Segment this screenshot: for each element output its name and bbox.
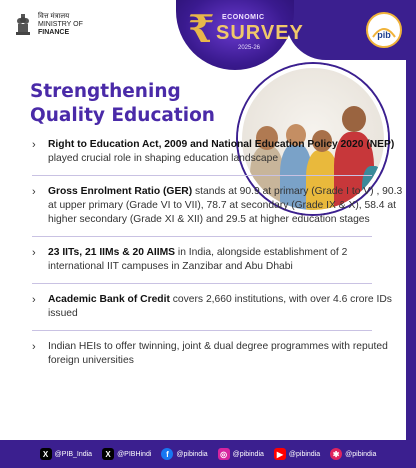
social-handle: @pibindia xyxy=(232,450,264,458)
ministry-line1: MINISTRY OF xyxy=(38,21,83,28)
x-icon: X xyxy=(40,448,52,460)
pib-logo xyxy=(366,12,402,48)
point-bold: Gross Enrolment Ratio (GER) xyxy=(48,186,193,197)
svg-text:pib: pib xyxy=(377,30,391,40)
survey-year: 2025-26 xyxy=(238,45,261,51)
economic-survey-badge xyxy=(176,0,304,70)
point-bold: Academic Bank of Credit xyxy=(48,294,170,305)
point-text: stands at 90.9 at primary (Grade I to V) , 90.3 at upper primary (Grade VI to VII), 78.7 at secondary (Grade IX & X), 58.4 at higher secondary (Grade XI & XII) and 29.5 at higher education stages xyxy=(48,186,403,225)
chevron-right-icon: › xyxy=(32,186,36,198)
divider xyxy=(32,283,372,284)
point-bold: Right to Education Act, 2009 and National Education Policy 2020 (NEP) xyxy=(48,139,395,150)
title-line1: Strengthening xyxy=(30,81,181,102)
title-line2: Quality Education xyxy=(30,105,215,126)
rupee-icon: ₹ xyxy=(188,6,215,51)
point-bold: 23 IITs, 21 IIMs & 20 AIIMS xyxy=(48,247,176,258)
social-handle: @pibindia xyxy=(288,450,321,458)
social-handle: @pibindia xyxy=(176,450,208,458)
instagram-icon: ◎ xyxy=(218,448,230,460)
social-link-facebook[interactable] xyxy=(161,448,207,460)
chevron-right-icon: › xyxy=(32,139,36,151)
list-item xyxy=(32,138,404,166)
national-emblem-icon xyxy=(14,12,32,38)
point-text: Indian HEIs to offer twinning, joint & dual degree programmes with reputed foreign universities xyxy=(48,341,388,366)
pib-logo-icon xyxy=(371,19,397,41)
social-handle: @PIBHindi xyxy=(117,450,152,458)
social-handle: @pibindia xyxy=(345,450,377,458)
page-title xyxy=(30,80,215,128)
divider xyxy=(32,175,372,176)
list-item xyxy=(32,246,404,274)
facebook-icon: f xyxy=(161,448,173,460)
social-handle: @PIB_India xyxy=(54,450,93,458)
ministry-logo xyxy=(14,12,83,38)
social-link-pib-app[interactable] xyxy=(330,448,376,460)
ministry-hindi: वित्त मंत्रालय xyxy=(38,13,70,20)
point-text: covers 2,660 institutions, with over 4.6 crore IDs issued xyxy=(48,294,392,319)
x-icon: X xyxy=(102,448,114,460)
chevron-right-icon: › xyxy=(32,341,36,353)
key-points xyxy=(32,138,404,368)
list-item xyxy=(32,293,404,321)
pib-app-icon: ✱ xyxy=(330,448,342,460)
point-text: in India, alongside establishment of 2 international IIT campuses in Zanzibar and Abu Dhabi xyxy=(48,247,348,272)
survey-eco-label: ECONOMIC xyxy=(222,14,265,21)
survey-word: SURVEY xyxy=(216,22,304,44)
ministry-line2: FINANCE xyxy=(38,29,70,36)
divider xyxy=(32,330,372,331)
youtube-icon: ▶ xyxy=(274,448,286,460)
divider xyxy=(32,236,372,237)
list-item xyxy=(32,340,404,368)
chevron-right-icon: › xyxy=(32,294,36,306)
social-link-instagram[interactable] xyxy=(218,448,264,460)
social-footer xyxy=(0,440,416,468)
list-item xyxy=(32,185,404,227)
point-text: played crucial role in shaping education landscape xyxy=(48,153,279,164)
social-link-x-pib-india[interactable] xyxy=(40,448,92,460)
social-link-youtube[interactable] xyxy=(274,448,320,460)
social-link-x-pib-hindi[interactable] xyxy=(102,448,151,460)
chevron-right-icon: › xyxy=(32,247,36,259)
